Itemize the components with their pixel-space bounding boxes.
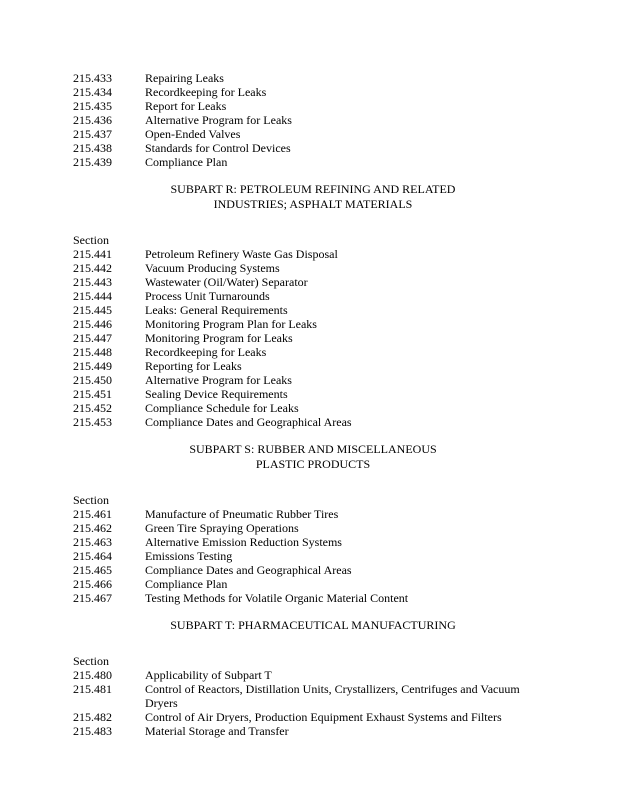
list-item [73,85,553,99]
section-title: Emissions Testing [145,549,233,563]
section-title: Testing Methods for Volatile Organic Material Content [145,591,409,605]
section-title: Reporting for Leaks [145,359,242,373]
section-number: 215.483 [73,724,112,738]
subpart-heading-line: SUBPART R: PETROLEUM REFINING AND RELATED [170,182,456,196]
section-title: Standards for Control Devices [145,141,291,155]
subpart-heading-line: SUBPART S: RUBBER AND MISCELLANEOUS [189,442,437,456]
section-number: 215.442 [73,261,112,275]
section-number: 215.481 [73,682,112,696]
list-item [73,549,553,563]
list-item [73,591,553,605]
list-item [73,99,553,113]
subpart-heading-line: PLASTIC PRODUCTS [255,457,371,471]
section-list-subpart-r [73,247,553,429]
list-item [73,387,553,401]
section-title: Recordkeeping for Leaks [145,345,267,359]
section-number: 215.462 [73,521,112,535]
list-item [73,71,553,85]
section-number: 215.447 [73,331,112,345]
section-title: Compliance Dates and Geographical Areas [145,563,352,577]
section-title: Alternative Program for Leaks [145,373,292,387]
list-item [73,373,553,387]
list-item [73,289,553,303]
list-item [73,359,553,373]
list-item [73,535,553,549]
section-title: Green Tire Spraying Operations [145,521,299,535]
list-item [73,345,553,359]
subpart-s-heading [73,442,553,472]
section-column-label: Section [73,493,109,507]
section-number: 215.463 [73,535,112,549]
section-number: 215.445 [73,303,112,317]
list-item [73,247,553,261]
section-title: Process Unit Turnarounds [145,289,270,303]
section-title: Petroleum Refinery Waste Gas Disposal [145,247,338,261]
section-column-label: Section [73,654,109,668]
subpart-heading-line: INDUSTRIES; ASPHALT MATERIALS [213,197,413,211]
section-title: Control of Reactors, Distillation Units, Crystallizers, Centrifuges and Vacuum Dryers [145,682,520,710]
section-number: 215.446 [73,317,112,331]
section-number: 215.466 [73,577,112,591]
section-column-label: Section [73,233,109,247]
section-title: Monitoring Program for Leaks [145,331,293,345]
section-title: Alternative Emission Reduction Systems [145,535,342,549]
list-item [73,261,553,275]
section-number: 215.436 [73,113,112,127]
section-number: 215.435 [73,99,112,113]
list-item [73,577,553,591]
list-item [73,401,553,415]
section-number: 215.448 [73,345,112,359]
section-number: 215.434 [73,85,112,99]
section-number: 215.441 [73,247,112,261]
list-item [73,563,553,577]
subpart-heading-line: SUBPART T: PHARMACEUTICAL MANUFACTURING [170,618,456,632]
section-title: Leaks: General Requirements [145,303,288,317]
section-number: 215.437 [73,127,112,141]
section-title: Compliance Plan [145,577,228,591]
section-title: Manufacture of Pneumatic Rubber Tires [145,507,339,521]
section-title: Alternative Program for Leaks [145,113,292,127]
list-item [73,127,553,141]
section-list-subpart-s [73,507,553,605]
list-item [73,317,553,331]
section-number: 215.480 [73,668,112,682]
section-number: 215.443 [73,275,112,289]
list-item [73,155,553,169]
section-number: 215.452 [73,401,112,415]
table-of-contents [73,71,553,738]
section-title: Control of Air Dryers, Production Equipment Exhaust Systems and Filters [145,710,502,724]
section-title: Compliance Plan [145,155,228,169]
list-item [73,415,553,429]
list-item [73,682,553,710]
section-number: 215.467 [73,591,112,605]
section-number: 215.465 [73,563,112,577]
section-list-subpart-t [73,668,553,738]
list-item [73,275,553,289]
section-number: 215.438 [73,141,112,155]
subpart-t-heading [73,618,553,633]
list-item [73,710,553,724]
section-list-group1 [73,71,553,169]
section-title: Applicability of Subpart T [145,668,272,682]
list-item [73,507,553,521]
section-number: 215.439 [73,155,112,169]
section-title: Report for Leaks [145,99,227,113]
list-item [73,113,553,127]
list-item [73,724,553,738]
list-item [73,141,553,155]
section-number: 215.450 [73,373,112,387]
section-number: 215.453 [73,415,112,429]
section-title: Sealing Device Requirements [145,387,288,401]
section-title: Vacuum Producing Systems [145,261,280,275]
section-title: Compliance Schedule for Leaks [145,401,299,415]
section-title: Material Storage and Transfer [145,724,289,738]
section-title: Wastewater (Oil/Water) Separator [145,275,308,289]
section-number: 215.433 [73,71,112,85]
section-number: 215.444 [73,289,112,303]
list-item [73,331,553,345]
subpart-r-heading [73,182,553,212]
section-number: 215.482 [73,710,112,724]
section-number: 215.461 [73,507,112,521]
section-title: Monitoring Program Plan for Leaks [145,317,317,331]
list-item [73,303,553,317]
section-title: Open-Ended Valves [145,127,241,141]
section-title: Repairing Leaks [145,71,224,85]
section-number: 215.451 [73,387,112,401]
section-title: Recordkeeping for Leaks [145,85,267,99]
list-item [73,668,553,682]
section-number: 215.464 [73,549,112,563]
section-title: Compliance Dates and Geographical Areas [145,415,352,429]
section-number: 215.449 [73,359,112,373]
list-item [73,521,553,535]
